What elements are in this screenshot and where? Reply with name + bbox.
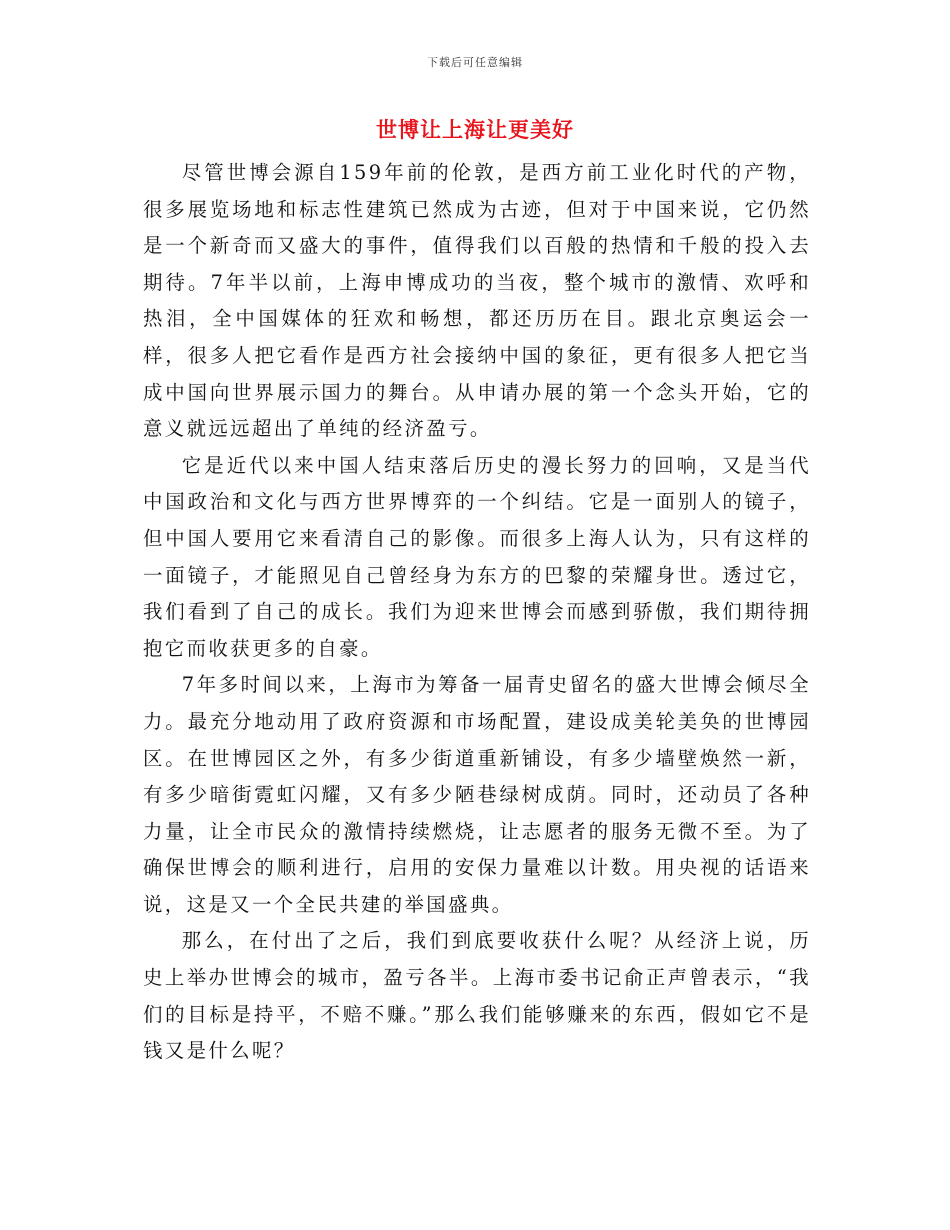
paragraph-3: 7年多时间以来，上海市为筹备一届青史留名的盛大世博会倾尽全力。最充分地动用了政府资源和市场配置，建设成美轮美奂的世博园区。在世博园区之外，有多少街道重新铺设，有多少墙壁焕然一新，有多少暗街霓虹闪耀，又有多少陋巷绿树成荫。同时，还动员了各种力量，让全市民众的激情持续燃烧，让志愿者的服务无微不至。为了确保世博会的顺利进行，启用的安保力量难以计数。用央视的话语来说，这是又一个全民共建的举国盛典。 [143,673,811,916]
page-title: 世博让上海让更美好 [376,117,574,142]
header-note: 下载后可任意编辑 [427,56,523,69]
paragraph-1: 尽管世博会源自159年前的伦敦，是西方前工业化时代的产物，很多展览场地和标志性建筑已然成为古迹，但对于中国来说，它仍然是一个新奇而又盛大的事件，值得我们以百般的热情和千般的投入去期待。7年半以前，上海申博成功的当夜，整个城市的激情、欢呼和热泪，全中国媒体的狂欢和畅想，都还历历在目。跟北京奥运会一样，很多人把它看作是西方社会接纳中国的象征，更有很多人把它当成中国向世界展示国力的舞台。从申请办展的第一个念头开始，它的意义就远远超出了单纯的经济盈亏。 [143,161,811,441]
paragraph-4: 那么，在付出了之后，我们到底要收获什么呢？从经济上说，历史上举办世博会的城市，盈亏各半。上海市委书记俞正声曾表示，“我们的目标是持平，不赔不赚。”那么我们能够赚来的东西，假如它不是钱又是什么呢？ [143,929,811,1063]
article-body [143,155,811,1070]
paragraph-2: 它是近代以来中国人结束落后历史的漫长努力的回响，又是当代中国政治和文化与西方世界博弈的一个纠结。它是一面别人的镜子，但中国人要用它来看清自己的影像。而很多上海人认为，只有这样的一面镜子，才能照见自己曾经身为东方的巴黎的荣耀身世。透过它，我们看到了自己的成长。我们为迎来世博会而感到骄傲，我们期待拥抱它而收获更多的自豪。 [143,453,811,660]
